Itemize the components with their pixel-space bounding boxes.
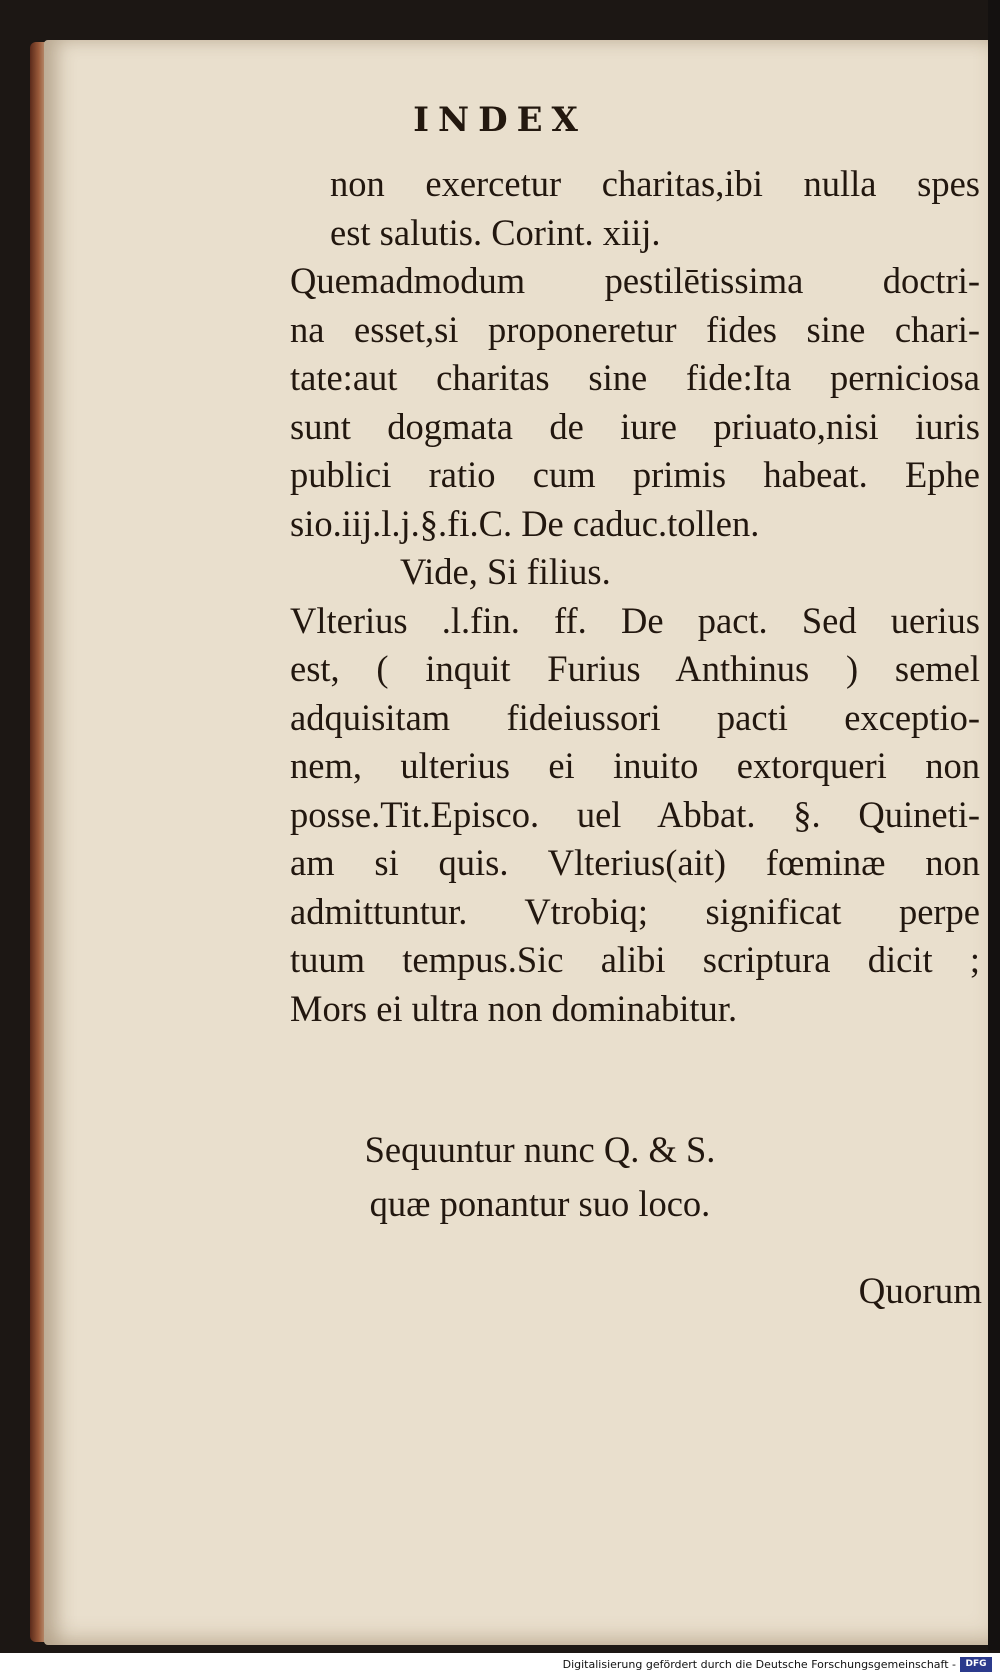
text-line: tate:aut charitas sine fide:Ita perniciosa: [290, 357, 980, 398]
footer-credit: Digitalisierung gefördert durch die Deutsche Forschungsgemeinschaft -: [562, 1658, 956, 1671]
text-line: Mors ei ultra non dominabitur.: [290, 987, 738, 1029]
text-line: sunt dogmata de iure priuato,nisi iuris: [290, 405, 980, 447]
index-body: [290, 160, 980, 1033]
text-line: Quemadmodum pestilētissima doctri-: [290, 260, 980, 301]
text-line: est salutis. Corint. xiij.: [330, 211, 661, 253]
text-line: sio.iij.l.j.§.fi.C. De caduc.tollen.: [290, 502, 760, 544]
text-line: posse.Tit.Episco. uel Abbat. §. Quineti-: [290, 793, 980, 835]
closing-line: quæ ponantur suo loco.: [369, 1183, 711, 1224]
closing-line: Sequuntur nunc Q. & S.: [364, 1129, 716, 1170]
text-line: publici ratio cum primis habeat. Ephe: [290, 454, 980, 495]
text-line: non exercetur charitas,ibi nulla spes: [330, 163, 980, 204]
scan-border: [988, 0, 1000, 1650]
text-line: Vide, Si filius.: [400, 551, 611, 592]
catchword: Quorum: [858, 1271, 982, 1312]
footer-bar: [0, 1653, 1000, 1675]
text-line: am si quis. Vlterius(ait) fœminæ non: [290, 842, 980, 883]
text-line: na esset,si proponeretur fides sine chari-: [290, 308, 980, 350]
text-line: admittuntur. Vtrobiq; significat perpe: [290, 890, 980, 932]
text-line: tuum tempus.Sic alibi scriptura dicit ;: [290, 939, 980, 980]
page-header: INDEX: [413, 100, 587, 140]
text-line: adquisitam fideiussori pacti exceptio-: [290, 696, 980, 738]
dfg-logo: DFG: [960, 1657, 992, 1672]
text-line: Vlterius .l.fin. ff. De pact. Sed uerius: [290, 599, 980, 641]
text-line: est, ( inquit Furius Anthinus ) semel: [290, 648, 980, 689]
text-line: nem, ulterius ei inuito extorqueri non: [290, 745, 980, 786]
